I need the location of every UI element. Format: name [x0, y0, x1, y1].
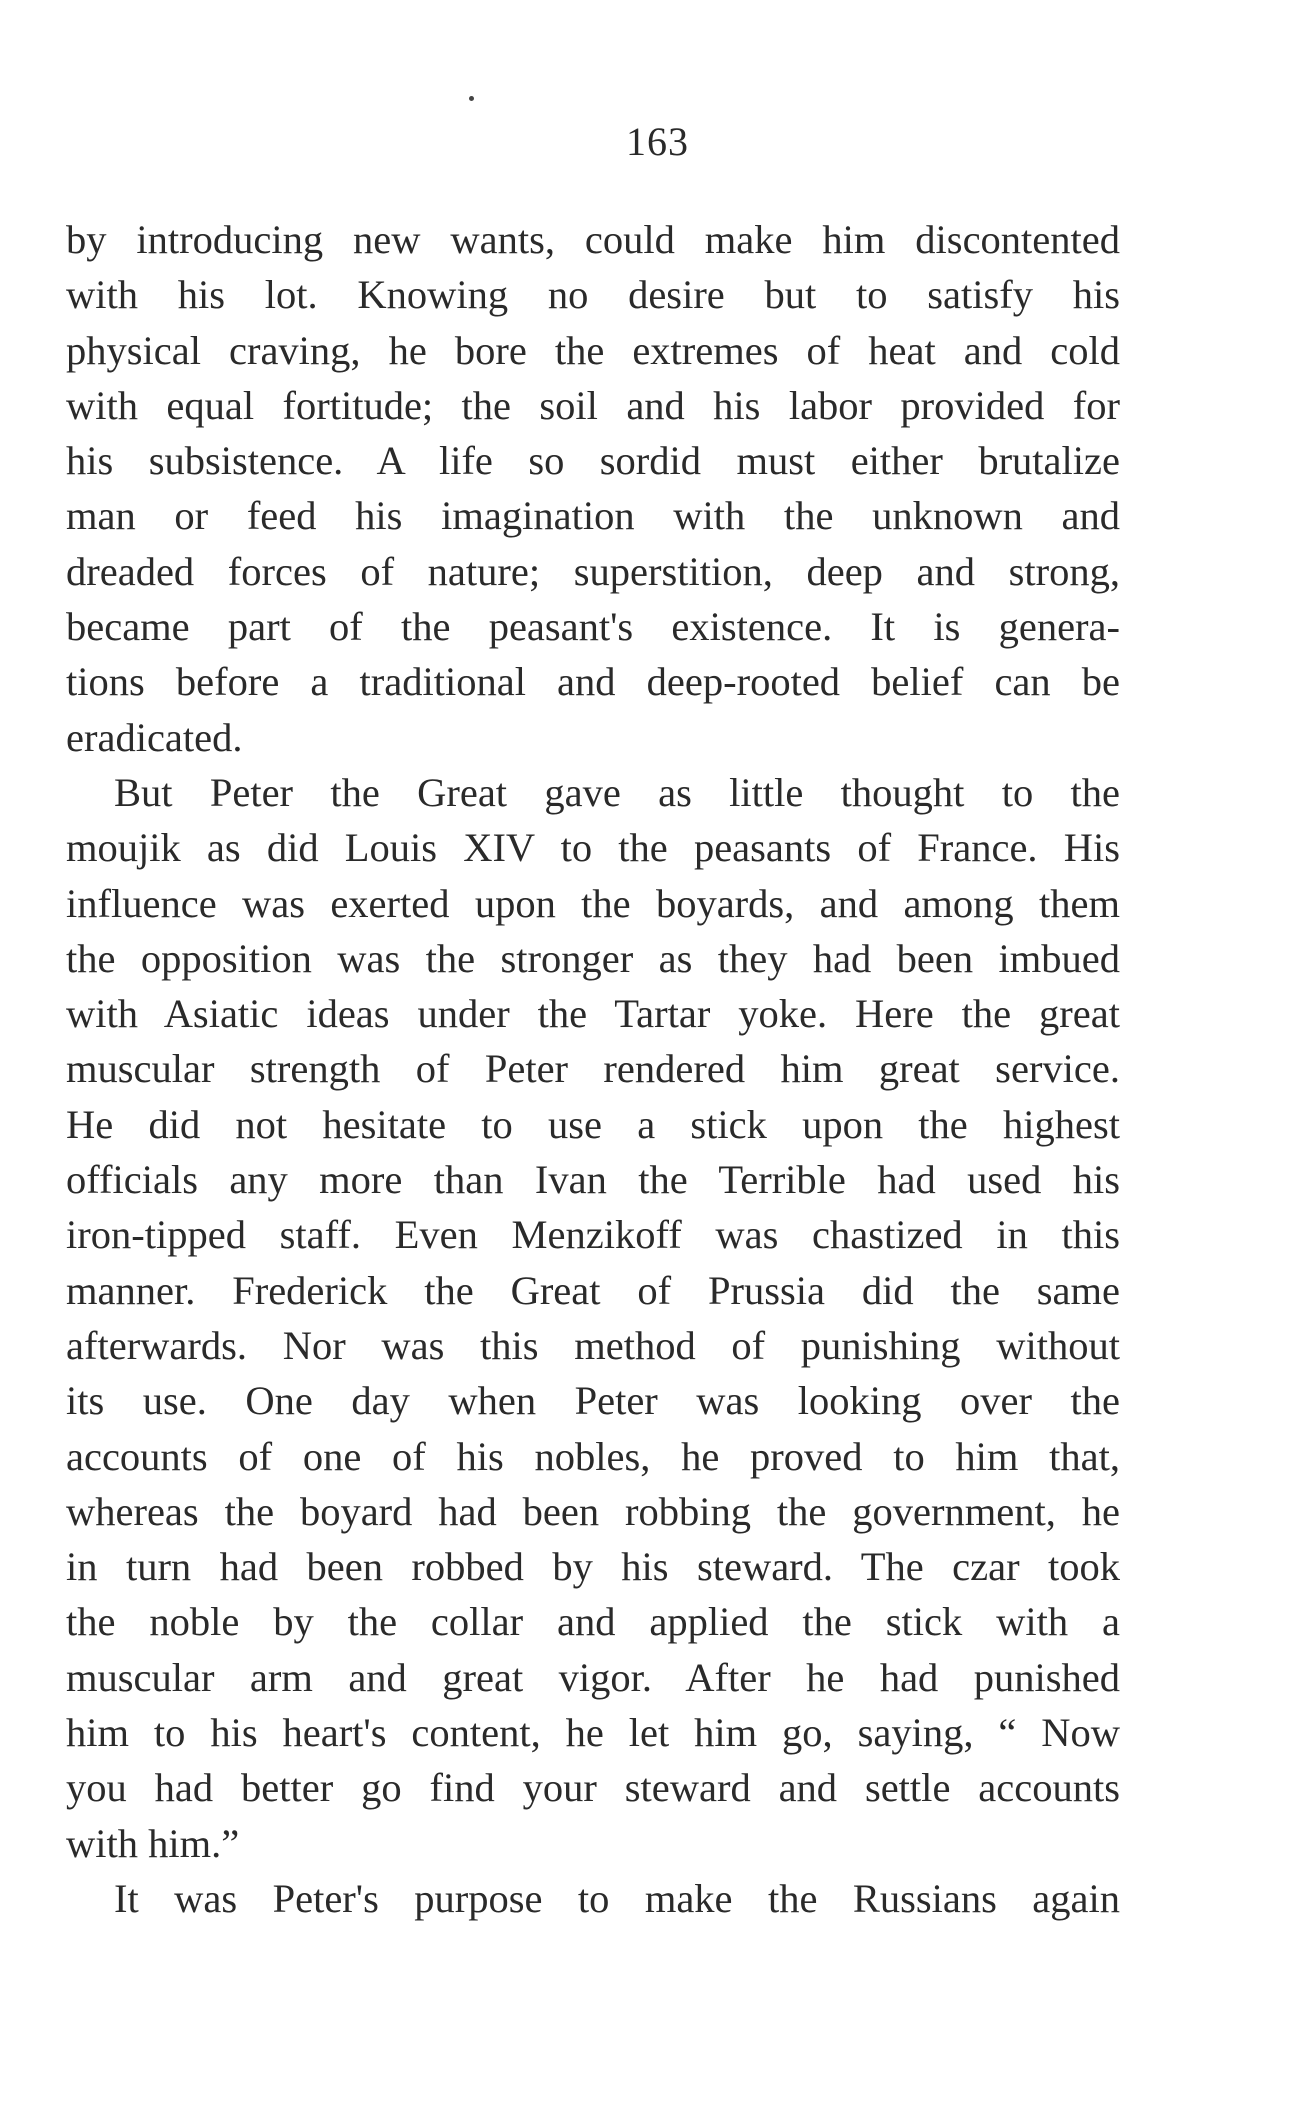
- text-line: whereas the boyard had been robbing the government, he: [66, 1488, 1120, 1534]
- text-line: muscular strength of Peter rendered him great service.: [66, 1046, 1120, 1092]
- text-line: you had better go find your steward and settle accounts: [66, 1765, 1120, 1811]
- text-line: afterwards. Nor was this method of punishing without: [66, 1322, 1120, 1368]
- text-line: He did not hesitate to use a stick upon the highest: [66, 1101, 1120, 1147]
- text-line: influence was exerted upon the boyards, and among them: [66, 880, 1120, 926]
- page-number: 163: [626, 119, 689, 164]
- text-line: muscular arm and great vigor. After he had punished: [66, 1654, 1120, 1700]
- text-line: eradicated.: [66, 714, 243, 760]
- ink-speck: [469, 96, 474, 101]
- text-line: with equal fortitude; the soil and his labor provided for: [66, 382, 1120, 428]
- text-line: moujik as did Louis XIV to the peasants of France. His: [66, 825, 1120, 871]
- text-line: with his lot. Knowing no desire but to satisfy his: [66, 272, 1120, 318]
- text-line: its use. One day when Peter was looking over the: [66, 1378, 1120, 1424]
- text-line: tions before a traditional and deep-rooted belief can be: [66, 659, 1120, 705]
- text-line: But Peter the Great gave as little thought to the: [114, 769, 1120, 815]
- text-line: with him.”: [66, 1820, 240, 1866]
- text-line: him to his heart's content, he let him go, saying, “ Now: [66, 1710, 1120, 1756]
- body-text: [66, 212, 1120, 1926]
- text-line: dreaded forces of nature; superstition, deep and strong,: [66, 548, 1120, 594]
- text-line: officials any more than Ivan the Terrible had used his: [66, 1157, 1120, 1203]
- text-line: the noble by the collar and applied the stick with a: [66, 1599, 1120, 1645]
- text-line: physical craving, he bore the extremes of heat and cold: [66, 327, 1120, 373]
- text-line: man or feed his imagination with the unknown and: [66, 493, 1120, 539]
- text-line: his subsistence. A life so sordid must either brutalize: [66, 438, 1120, 484]
- text-line: by introducing new wants, could make him discontented: [66, 217, 1120, 262]
- text-line: with Asiatic ideas under the Tartar yoke. Here the great: [66, 991, 1120, 1037]
- text-line: in turn had been robbed by his steward. The czar took: [66, 1544, 1120, 1590]
- text-line: became part of the peasant's existence. It is genera-: [66, 604, 1120, 650]
- text-line: manner. Frederick the Great of Prussia did the same: [66, 1267, 1120, 1313]
- text-line: accounts of one of his nobles, he proved to him that,: [66, 1433, 1120, 1479]
- text-line: iron-tipped staff. Even Menzikoff was chastized in this: [66, 1212, 1120, 1258]
- text-line: the opposition was the stronger as they had been imbued: [66, 935, 1120, 981]
- text-line: It was Peter's purpose to make the Russians again: [114, 1875, 1120, 1921]
